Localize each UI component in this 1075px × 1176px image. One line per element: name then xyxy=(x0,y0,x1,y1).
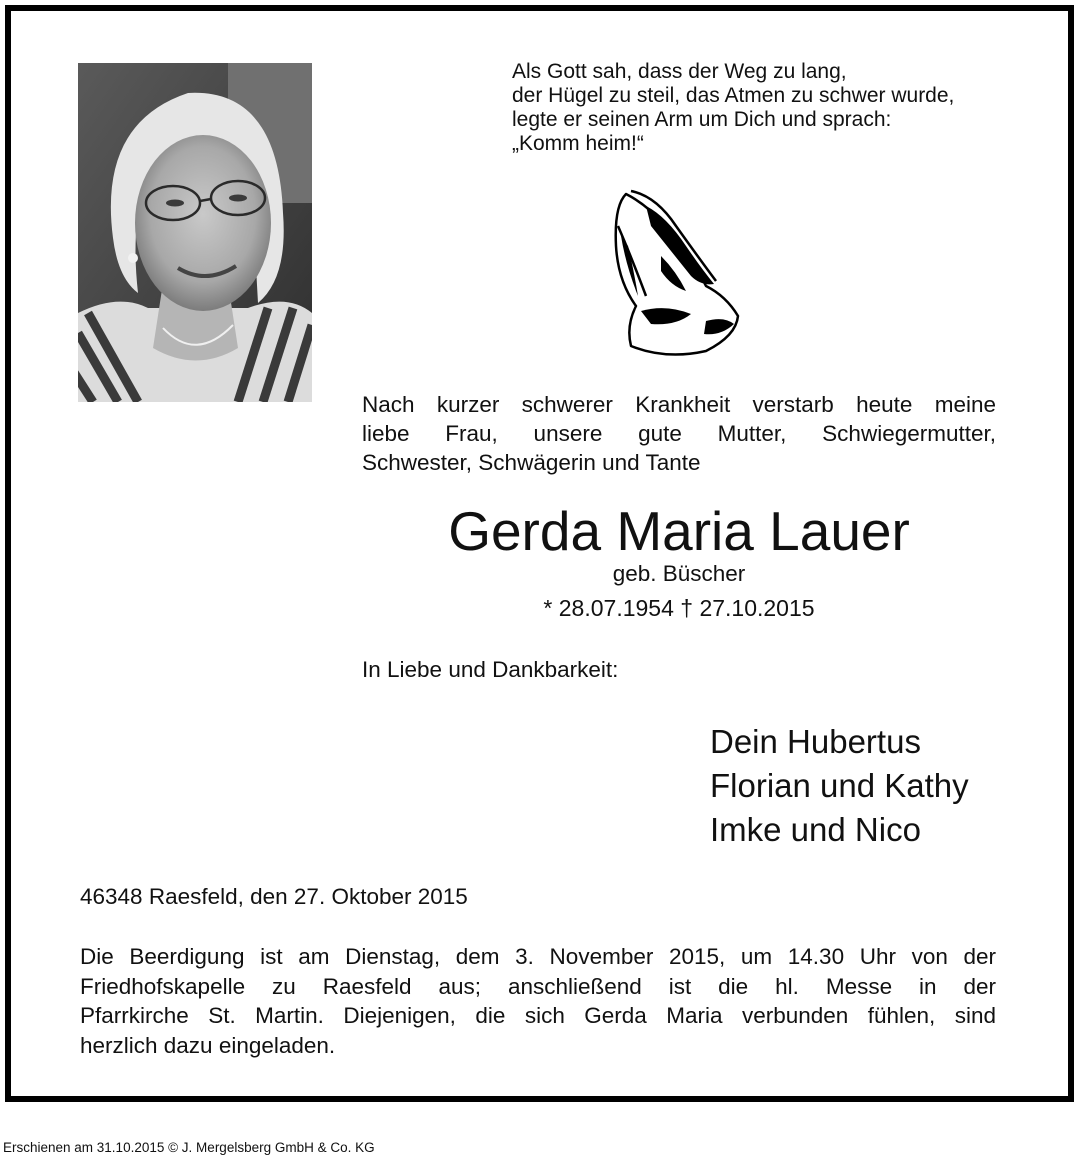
publication-footer: Erschienen am 31.10.2015 © J. Mergelsberg GmbH & Co. KG xyxy=(3,1140,375,1155)
poem-line: der Hügel zu steil, das Atmen zu schwer wurde, xyxy=(512,84,955,107)
portrait-photo xyxy=(78,63,312,402)
funeral-line: Friedhofskapelle zu Raesfeld aus; anschließend ist die hl. Messe in der xyxy=(80,973,996,999)
signer: Florian und Kathy xyxy=(710,767,969,804)
intro-line: Schwester, Schwägerin und Tante xyxy=(362,450,701,475)
funeral-line: herzlich dazu eingeladen. xyxy=(80,1032,336,1058)
intro-line: liebe Frau, unsere gute Mutter, Schwiegermutter, xyxy=(362,421,996,446)
funeral-text xyxy=(80,942,996,1060)
life-dates: * 28.07.1954 † 27.10.2015 xyxy=(543,595,815,621)
signers xyxy=(710,720,969,852)
poem xyxy=(512,60,1032,156)
poem-line: „Komm heim!“ xyxy=(512,132,644,155)
closing-line: In Liebe und Dankbarkeit: xyxy=(362,657,619,682)
funeral-line: Pfarrkirche St. Martin. Diejenigen, die sich Gerda Maria verbunden fühlen, sind xyxy=(80,1003,996,1028)
praying-hands-icon xyxy=(606,186,748,360)
intro-line: Nach kurzer schwerer Krankheit verstarb heute meine xyxy=(362,392,996,417)
deceased-name: Gerda Maria Lauer xyxy=(448,500,910,562)
birth-name: geb. Büscher xyxy=(612,561,746,586)
poem-line: legte er seinen Arm um Dich und sprach: xyxy=(512,108,892,131)
intro-text xyxy=(362,390,996,477)
poem-line: Als Gott sah, dass der Weg zu lang, xyxy=(512,60,847,83)
signer: Dein Hubertus xyxy=(710,723,921,760)
signer: Imke und Nico xyxy=(710,811,921,848)
place-date: 46348 Raesfeld, den 27. Oktober 2015 xyxy=(80,884,468,909)
funeral-line: Die Beerdigung ist am Dienstag, dem 3. November 2015, um 14.30 Uhr von der xyxy=(80,944,996,969)
